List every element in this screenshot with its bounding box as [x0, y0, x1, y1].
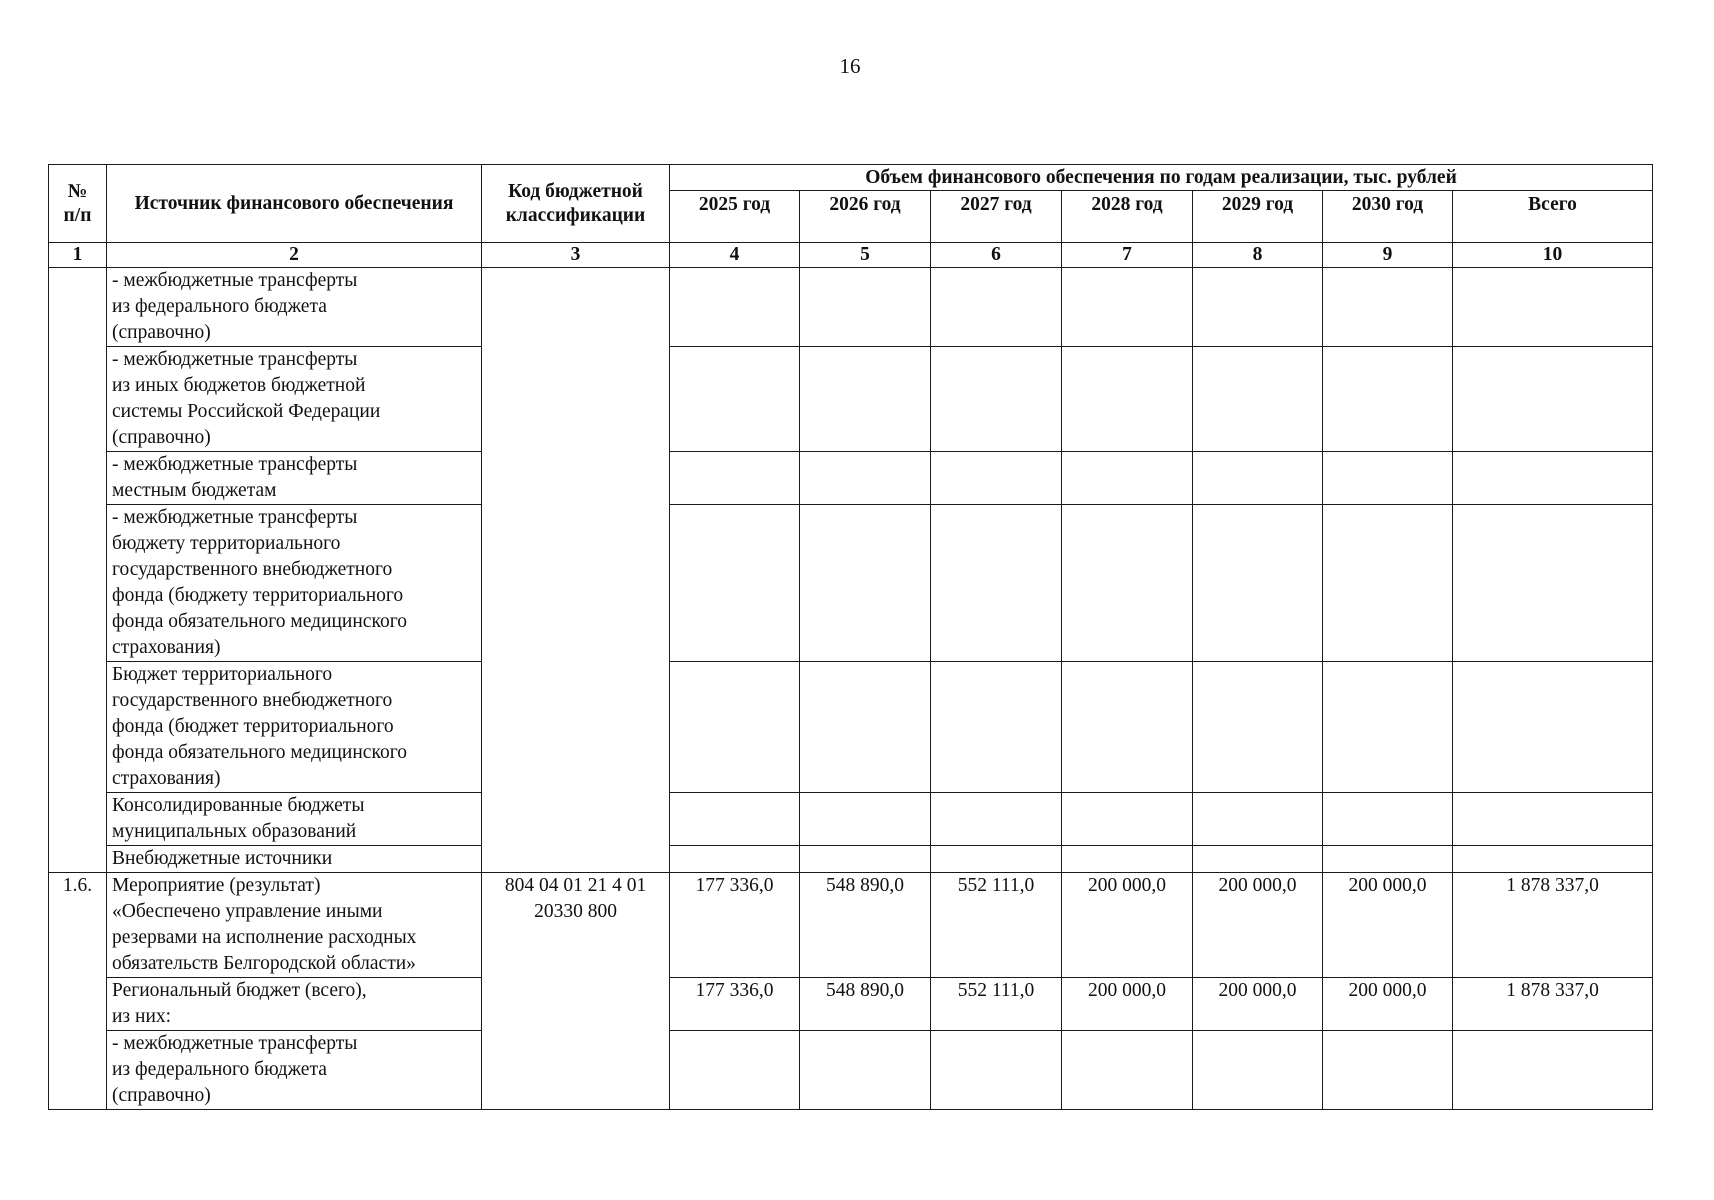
total-value-cell	[1453, 846, 1653, 873]
header-year-2025: 2025 год	[670, 191, 800, 243]
table-row	[49, 1031, 1653, 1110]
year-value-cell	[800, 347, 931, 452]
year-value-cell	[1323, 347, 1453, 452]
total-value-cell	[1453, 268, 1653, 347]
year-value-cell	[800, 1031, 931, 1110]
year-value-cell	[670, 268, 800, 347]
row-number-cell: 1.6.	[49, 873, 107, 1110]
header-volume: Объем финансового обеспечения по годам реализации, тыс. рублей	[670, 165, 1653, 191]
column-number: 5	[800, 243, 931, 268]
total-value-cell	[1453, 452, 1653, 505]
year-value-cell	[1323, 846, 1453, 873]
year-value-cell	[1062, 452, 1193, 505]
table-row	[49, 505, 1653, 662]
table-row	[49, 873, 1653, 978]
year-value-cell: 552 111,0	[931, 978, 1062, 1031]
year-value-cell: 548 890,0	[800, 873, 931, 978]
year-value-cell	[1193, 268, 1323, 347]
year-value-cell: 200 000,0	[1062, 873, 1193, 978]
year-value-cell: 548 890,0	[800, 978, 931, 1031]
year-value-cell	[1062, 1031, 1193, 1110]
year-value-cell: 552 111,0	[931, 873, 1062, 978]
total-value-cell: 1 878 337,0	[1453, 978, 1653, 1031]
table-row	[49, 793, 1653, 846]
year-value-cell	[1323, 793, 1453, 846]
source-cell: Бюджет территориального государственного внебюджетного фонда (бюджет территориального фонда обязательного медицинского страхования)	[107, 662, 482, 793]
year-value-cell	[931, 505, 1062, 662]
year-value-cell	[1062, 505, 1193, 662]
year-value-cell	[931, 1031, 1062, 1110]
year-value-cell	[1323, 268, 1453, 347]
year-value-cell	[800, 846, 931, 873]
column-number-row	[49, 243, 1653, 268]
year-value-cell: 200 000,0	[1193, 978, 1323, 1031]
year-value-cell	[800, 505, 931, 662]
table-row	[49, 268, 1653, 347]
column-number: 10	[1453, 243, 1653, 268]
column-number: 9	[1323, 243, 1453, 268]
column-number: 4	[670, 243, 800, 268]
column-number: 8	[1193, 243, 1323, 268]
year-value-cell	[931, 347, 1062, 452]
column-number: 6	[931, 243, 1062, 268]
year-value-cell	[670, 347, 800, 452]
source-cell: - межбюджетные трансферты из федерального бюджета (справочно)	[107, 1031, 482, 1110]
year-value-cell: 177 336,0	[670, 873, 800, 978]
year-value-cell	[1193, 347, 1323, 452]
year-value-cell	[1193, 505, 1323, 662]
total-value-cell	[1453, 793, 1653, 846]
year-value-cell	[1062, 268, 1193, 347]
year-value-cell	[670, 846, 800, 873]
header-year-2026: 2026 год	[800, 191, 931, 243]
year-value-cell	[1062, 662, 1193, 793]
table-row	[49, 662, 1653, 793]
year-value-cell	[931, 793, 1062, 846]
header-total: Всего	[1453, 191, 1653, 243]
column-number: 2	[107, 243, 482, 268]
source-cell: - межбюджетные трансферты из иных бюджетов бюджетной системы Российской Федерации (справочно)	[107, 347, 482, 452]
year-value-cell	[670, 793, 800, 846]
column-number: 3	[482, 243, 670, 268]
year-value-cell	[670, 662, 800, 793]
year-value-cell	[931, 846, 1062, 873]
year-value-cell: 177 336,0	[670, 978, 800, 1031]
year-value-cell	[1193, 1031, 1323, 1110]
total-value-cell: 1 878 337,0	[1453, 873, 1653, 978]
year-value-cell	[1062, 793, 1193, 846]
year-value-cell	[1193, 846, 1323, 873]
year-value-cell	[931, 452, 1062, 505]
financing-table	[48, 164, 1653, 1110]
year-value-cell	[1193, 662, 1323, 793]
budget-code-cell	[482, 268, 670, 873]
year-value-cell	[1062, 347, 1193, 452]
year-value-cell	[931, 662, 1062, 793]
year-value-cell	[800, 452, 931, 505]
total-value-cell	[1453, 347, 1653, 452]
total-value-cell	[1453, 505, 1653, 662]
year-value-cell	[670, 1031, 800, 1110]
header-year-2027: 2027 год	[931, 191, 1062, 243]
page-number: 16	[839, 54, 861, 78]
year-value-cell: 200 000,0	[1323, 978, 1453, 1031]
column-number: 7	[1062, 243, 1193, 268]
year-value-cell	[1193, 793, 1323, 846]
table-row	[49, 846, 1653, 873]
source-cell: Консолидированные бюджеты муниципальных образований	[107, 793, 482, 846]
header-code: Код бюджетной классификации	[482, 165, 670, 243]
year-value-cell: 200 000,0	[1193, 873, 1323, 978]
year-value-cell: 200 000,0	[1062, 978, 1193, 1031]
header-num: № п/п	[49, 165, 107, 243]
source-cell: - межбюджетные трансферты из федерального бюджета (справочно)	[107, 268, 482, 347]
source-cell: Мероприятие (результат) «Обеспечено управление иными резервами на исполнение расходных обязательств Белгородской области»	[107, 873, 482, 978]
column-number: 1	[49, 243, 107, 268]
year-value-cell	[800, 662, 931, 793]
source-cell: - межбюджетные трансферты местным бюджетам	[107, 452, 482, 505]
year-value-cell	[1323, 662, 1453, 793]
year-value-cell	[931, 268, 1062, 347]
year-value-cell	[1323, 505, 1453, 662]
source-cell: Региональный бюджет (всего), из них:	[107, 978, 482, 1031]
budget-code-cell: 804 04 01 21 4 01 20330 800	[482, 873, 670, 1110]
year-value-cell	[1323, 1031, 1453, 1110]
row-number-cell	[49, 268, 107, 873]
year-value-cell	[1062, 846, 1193, 873]
source-cell: - межбюджетные трансферты бюджету территориального государственного внебюджетного фонда (бюджету территориального фонда обязательного медицинского страхования)	[107, 505, 482, 662]
year-value-cell	[800, 268, 931, 347]
header-year-2028: 2028 год	[1062, 191, 1193, 243]
year-value-cell	[670, 505, 800, 662]
year-value-cell: 200 000,0	[1323, 873, 1453, 978]
total-value-cell	[1453, 662, 1653, 793]
year-value-cell	[1193, 452, 1323, 505]
total-value-cell	[1453, 1031, 1653, 1110]
year-value-cell	[1323, 452, 1453, 505]
header-year-2030: 2030 год	[1323, 191, 1453, 243]
source-cell: Внебюджетные источники	[107, 846, 482, 873]
year-value-cell	[670, 452, 800, 505]
header-year-2029: 2029 год	[1193, 191, 1323, 243]
table-row	[49, 978, 1653, 1031]
year-value-cell	[800, 793, 931, 846]
table-row	[49, 452, 1653, 505]
header-source: Источник финансового обеспечения	[107, 165, 482, 243]
table-row	[49, 347, 1653, 452]
